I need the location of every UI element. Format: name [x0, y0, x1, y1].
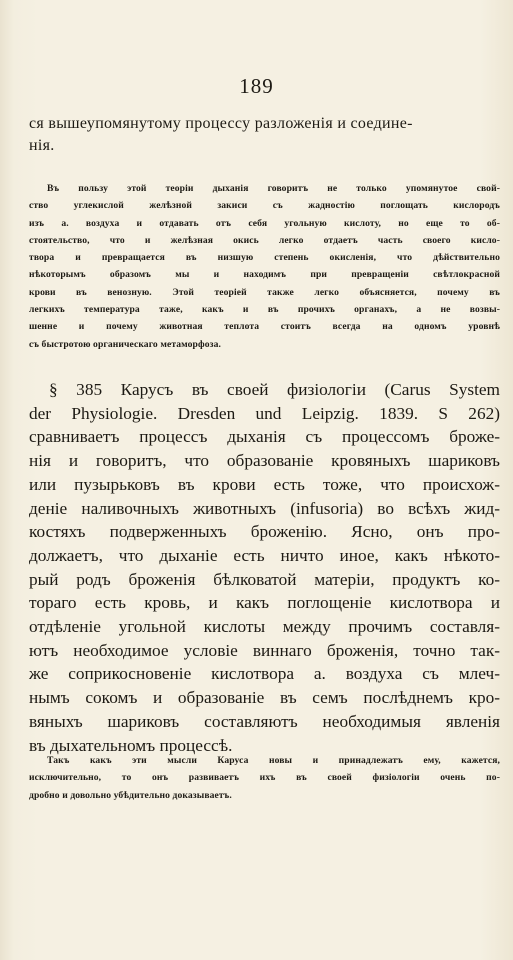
footnote-1-line: нѣкоторымъ образомъ мы и находимъ при превращеніи свѣтлокрасной: [29, 269, 500, 281]
footnote-2-line: Такъ какъ эти мысли Каруса новы и принадлежатъ ему, кажется,: [47, 755, 500, 766]
footnote-1-line: легкихъ температура таже, какъ и въ прочихъ органахъ, а не возвы-: [29, 304, 500, 316]
main-line: ютъ необходимое условіе виннаго броженія, точно так-: [29, 640, 500, 660]
main-line: костяхъ подверженныхъ броженію. Ясно, онъ про-: [29, 522, 500, 542]
footnote-1-line: изъ а. воздуха и отдавать отъ себя угольную кислоту, но еще то об-: [29, 217, 500, 229]
footnote-1-line: твора и превращается въ низшую степень окисленія, что дѣйствительно: [29, 252, 500, 264]
main-line: вяныхъ шариковъ составляютъ необходимыя явленія: [29, 711, 500, 731]
continuation-line-2: нія.: [29, 137, 55, 154]
footnote-1-line: ство углекислой желѣзной закиси съ жадностію поглощать кислородъ: [29, 200, 500, 212]
continuation-line-1: ся вышеупомянутому процессу разложенія и соедине-: [29, 115, 413, 132]
footnote-2-line: дробно и довольно убѣдительно доказываетъ.: [29, 789, 232, 801]
main-line: нымъ сокомъ и образованіе въ семъ послѣднемъ кро-: [29, 688, 500, 708]
main-line: тораго есть кровь, и какъ поглощеніе кислотвора и: [29, 593, 500, 613]
main-line: отдѣленіе угольной кислоты между прочимъ составля-: [29, 617, 500, 637]
main-line: рый родъ броженія бѣлковатой матеріи, продуктъ ко-: [29, 569, 500, 589]
main-line: нія и говоритъ, что образованіе кровяныхъ шариковъ: [29, 451, 500, 471]
main-line: или пузырьковъ въ крови есть тоже, что происхож-: [29, 474, 500, 494]
main-line: въ дыхательномъ процессѣ.: [29, 735, 233, 755]
main-line: § 385 Карусъ въ своей физіологіи (Carus System: [49, 380, 500, 399]
main-line: деніе наливочныхъ животныхъ (infusoria) во всѣхъ жид-: [29, 498, 500, 518]
footnote-2-line: исключительно, то онъ развиваетъ ихъ въ своей физіологіи очень по-: [29, 772, 500, 784]
footnote-1-line: стоятельство, что и желѣзная окись легко отдаетъ часть своего кисло-: [29, 234, 500, 246]
footnote-1-line: Въ пользу этой теоріи дыханія говоритъ не только упомянутое свой-: [47, 183, 500, 194]
main-line: сравниваетъ процессъ дыханія съ процессомъ броже-: [29, 427, 500, 447]
main-paragraph: [29, 378, 500, 757]
page-number: 189: [239, 74, 274, 98]
footnote-1-line: съ быстротою органическаго метаморфоза.: [29, 338, 221, 350]
main-line: должаетъ, что дыханіе есть ничто иное, какъ нѣкото-: [29, 545, 500, 565]
main-line: же соприкосновеніе кислотвора а. воздуха съ млеч-: [29, 664, 500, 684]
footnote-1-line: шенне и почему животная теплота стоитъ всегда на одномъ уровнѣ: [29, 321, 500, 333]
footnote-1-line: крови въ венозную. Этой теоріей также легко объясняется, почему въ: [29, 286, 500, 298]
footnote-block-1: [29, 180, 500, 353]
main-line: der Physiologie. Dresden und Leipzig. 1839. S 262): [29, 403, 500, 423]
footnote-block-2: [29, 752, 500, 804]
